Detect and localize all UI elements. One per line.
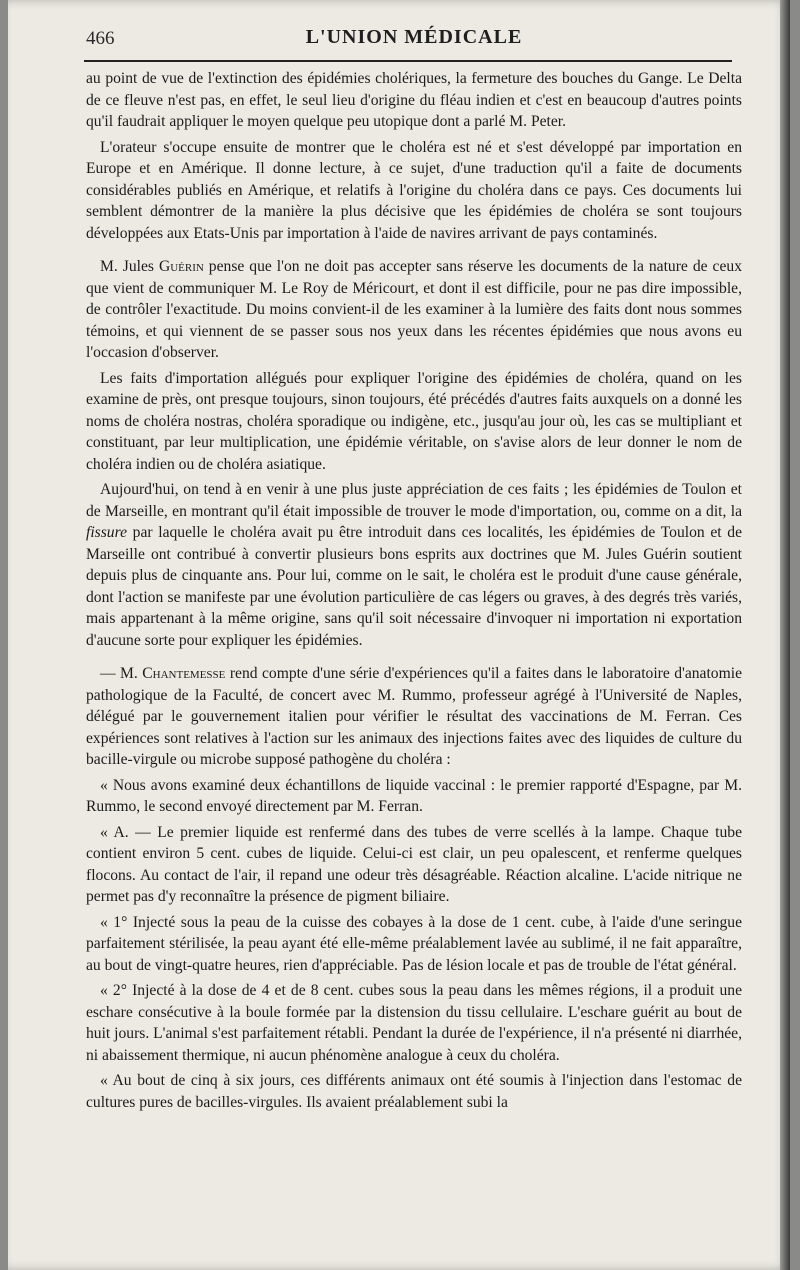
paragraph: au point de vue de l'extinction des épidémies cholériques, la fermeture des bouches du Gange. Le Delta de ce fleuve n'est pas, en effet, le seul lieu d'origine du fléau indien et c'est en beaucoup d'autres points qu'il faudrait appliquer le moyen quelque peu utopique dont a parlé M. Peter. [86,70,742,130]
paragraph-text: par laquelle le choléra avait pu être introduit dans ces localités, les épidémies de Toulon et de Marseille ont contribué à convertir plusieurs bons esprits aux doctrines que M. Jules Guérin soutient depuis plus de cinquante ans. Pour lui, comme on le sait, le choléra est le produit d'une cause générale, dont l'action se manifeste par une évolution particulière de cas légers ou graves, à des degrés très variés, mais appartenant à la même origine, sans qu'il soit nécessaire d'invoquer ni importation ni exportation d'aucune sorte pour expliquer les épidémies. [86,524,742,649]
paragraph [86,663,742,771]
speaker-name: Chantemesse [142,665,226,682]
speaker-name: Guérin [158,258,204,275]
paragraph: L'orateur s'occupe ensuite de montrer que le choléra est né et s'est développé par importation en Europe et en Amérique. Il donne lecture, à ce sujet, d'une traduction qu'il a faite de documents considérables publiés en Amérique, et relatifs à l'origine du choléra dans ce pays. Ces documents lui semblent démontrer de la manière la plus décisive que les épidémies de choléra se sont toujours développées aux Etats-Unis par importation à l'aide de navires arrivant de pays contaminés. [86,138,742,242]
paragraph: « 1° Injecté sous la peau de la cuisse des cobayes à la dose de 1 cent. cube, à l'aide d'une seringue parfaitement stérilisée, la peau ayant été elle-même préalablement lavée au sublimé, il ne fait apparaître, au bout de vingt-quatre heures, rien d'appréciable. Pas de lésion locale et pas de trouble de l'état général. [86,913,742,974]
paragraph: Les faits d'importation allégués pour expliquer l'origine des épidémies de choléra, quand on les examine de près, ont presque toujours, sinon toujours, été précédés d'autres faits auxquels on a donné les noms de choléra nostras, choléra sporadique ou indigène, etc., jusqu'au jour où, les cas se multipliant et constituant, par leur multiplication, une épidémie véritable, on s'avise alors de leur donner le nom de choléra indien ou de choléra asiatique. [86,369,742,473]
italic-term: fissure [86,524,128,541]
paragraph-lead: M. Jules [100,258,159,275]
paragraph-text: pense que l'on ne doit pas accepter sans réserve les documents de la nature de ceux que vient de communiquer M. Le Roy de Méricourt, et dont il est difficile, pour ne pas dire impossible, de contrôler l'exactitude. Du moins convient-il de les examiner à la lumière des faits dont nous sommes témoins, et qui viennent de se passer sous nos yeux dans les récentes épidémies que nous avons eu l'occasion d'observer. [86,258,742,361]
article-body [86,68,742,1117]
page-number: 466 [86,28,115,49]
header-rule [84,60,732,62]
paragraph: « Au bout de cinq à six jours, ces différents animaux ont été soumis à l'injection dans l'estomac de cultures pures de bacilles-virgules. Ils avaient préalablement subi la [86,1072,742,1111]
paragraph: « A. — Le premier liquide est renfermé dans des tubes de verre scellés à la lampe. Chaque tube contient environ 5 cent. cubes de liquide. Celui-ci est clair, un peu opalescent, et renferme quelques flocons. Au contact de l'air, il repand une odeur très désagréable. Réaction alcaline. L'acide nitrique ne permet pas d'y reconnaître la présence de pigment biliaire. [86,823,742,905]
paragraph [86,479,742,651]
running-title: L'UNION MÉDICALE [305,26,523,48]
page-header [86,24,742,54]
page-edge-shadow [780,0,790,1270]
paragraph: « 2° Injecté à la dose de 4 et de 8 cent. cubes sous la peau dans les mêmes régions, il a produit une eschare consécutive à la boule formée par la distension du tissu cellulaire. L'eschare guérit au bout de huit jours. L'animal s'est parfaitement rétabli. Pendant la durée de l'expérience, il n'a présenté ni diarrhée, ni abaissement thermique, ni aucun phénomène analogue à ceux du choléra. [86,982,742,1064]
paragraph-text: Aujourd'hui, on tend à en venir à une plus juste appréciation de ces faits ; les épidémies de Toulon et de Marseille, en montrant qu'il était impossible de trouver le mode d'importation, ou, comme on a dit, la [86,481,742,520]
paragraph [86,256,742,364]
book-page [8,0,790,1270]
paragraph-lead: — M. [100,665,143,682]
paragraph-text: rend compte d'une série d'expériences qu'il a faites dans le laboratoire d'anatomie pathologique de la Faculté, de concert avec M. Rummo, professeur agrégé à l'Université de Naples, délégué par le gouvernement italien pour vérifier le résultat des vaccinations de M. Ferran. Ces expériences sont relatives à l'action sur les animaux des injections faites avec des liquides de culture du bacille-virgule ou microbe supposé pathogène du choléra : [86,665,742,768]
paragraph: « Nous avons examiné deux échantillons de liquide vaccinal : le premier rapporté d'Espagne, par M. Rummo, le second envoyé directement par M. Ferran. [86,776,742,815]
